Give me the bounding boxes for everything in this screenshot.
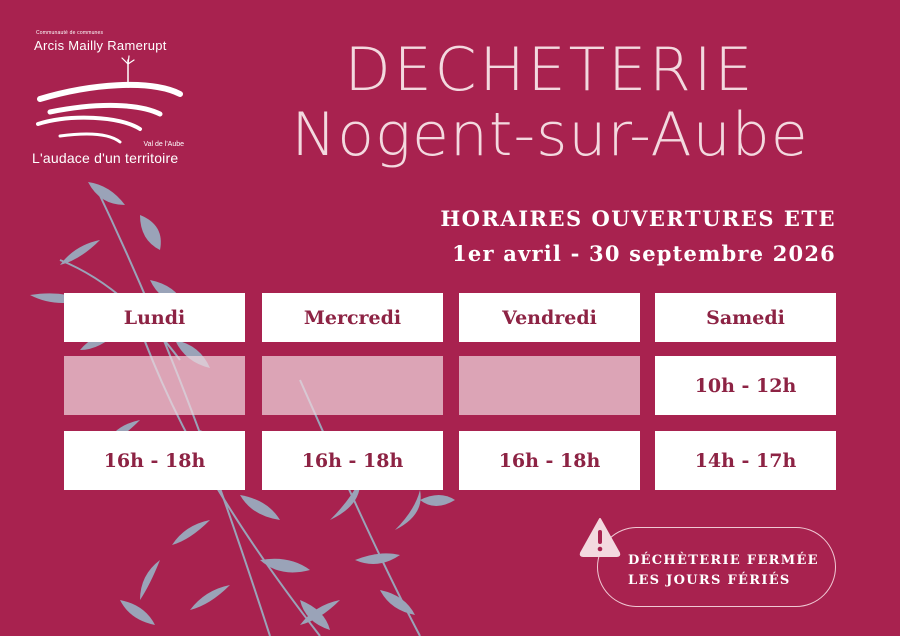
day-header-samedi: Samedi xyxy=(655,293,836,342)
logo xyxy=(30,30,190,170)
logo-region: Val de l'Aube xyxy=(143,141,184,148)
day-header-lundi: Lundi xyxy=(64,293,245,342)
morning-slot-mercredi xyxy=(262,356,443,415)
morning-slot-lundi xyxy=(64,356,245,415)
page-title-line1: DECHETERIE xyxy=(344,35,756,105)
afternoon-slot-samedi: 14h - 17h xyxy=(655,431,836,490)
day-header-mercredi: Mercredi xyxy=(262,293,443,342)
page-title-line2: Nogent-sur-Aube xyxy=(291,100,809,170)
notice-line1: DÉCHÈTERIE FERMÉE xyxy=(628,553,819,568)
subtitle-line1: HORAIRES OUVERTURES ETE xyxy=(440,206,836,231)
afternoon-slot-vendredi: 16h - 18h xyxy=(459,431,640,490)
afternoon-slot-mercredi: 16h - 18h xyxy=(262,431,443,490)
closure-notice xyxy=(597,527,836,607)
warning-triangle-icon xyxy=(578,515,622,559)
day-header-vendredi: Vendredi xyxy=(459,293,640,342)
logo-small-text: Communauté de communes xyxy=(36,30,104,36)
logo-names: Arcis Mailly Ramerupt xyxy=(34,38,167,53)
notice-line2: LES JOURS FÉRIÉS xyxy=(628,573,791,588)
logo-river-icon xyxy=(30,54,190,144)
logo-tagline: L'audace d'un territoire xyxy=(32,150,179,166)
morning-slot-samedi: 10h - 12h xyxy=(655,356,836,415)
morning-slot-vendredi xyxy=(459,356,640,415)
afternoon-slot-lundi: 16h - 18h xyxy=(64,431,245,490)
subtitle-line2: 1er avril - 30 septembre 2026 xyxy=(452,241,836,266)
